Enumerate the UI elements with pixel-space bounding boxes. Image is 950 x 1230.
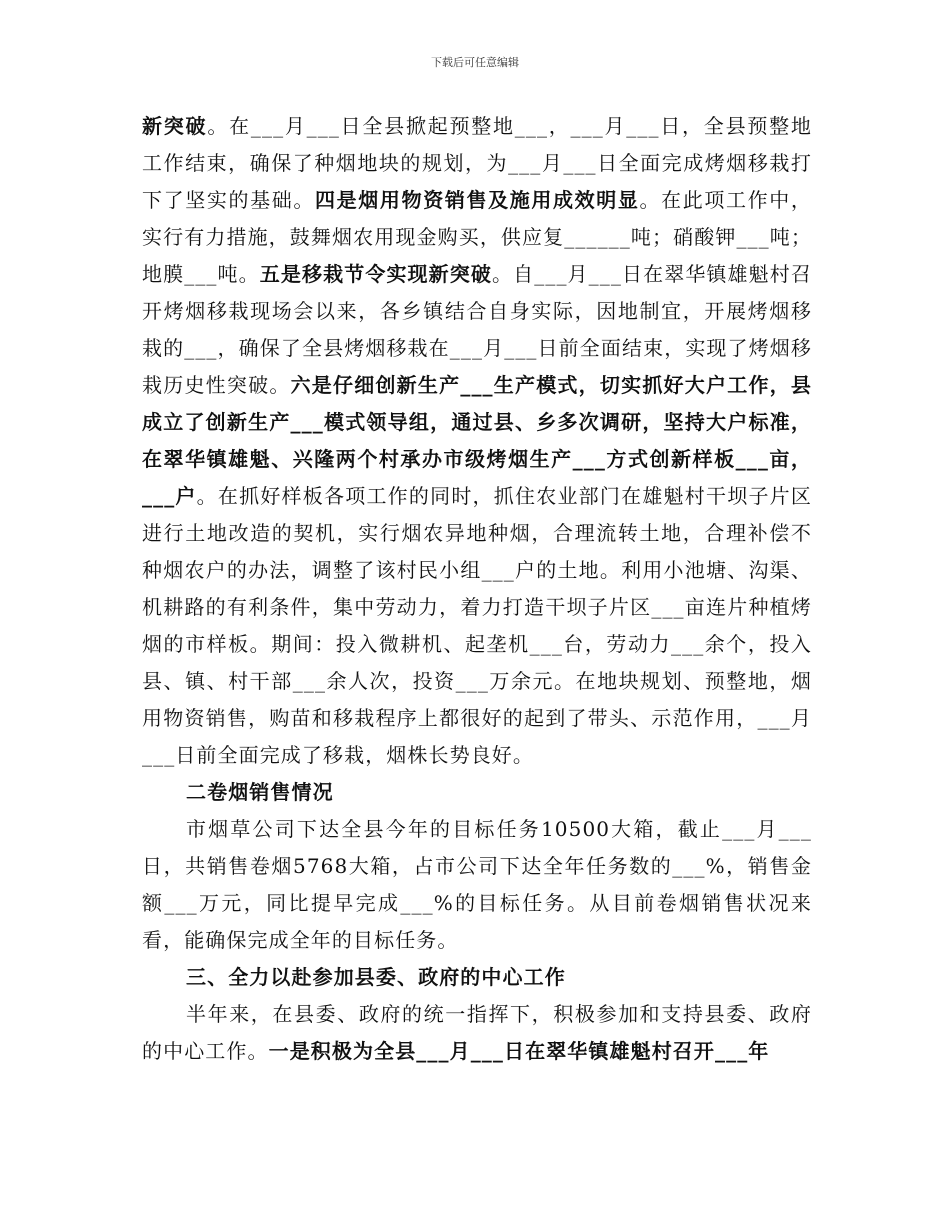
- text-run: 。在抓好样板各项工作的同时，抓住农业部门在雄魁村干坝子片区进行土地改造的契机，实行烟农异地种烟，合理流转土地，合理补偿不种烟农户的办法，调整了该村民小组___户的土地。利用小池塘、沟渠、机耕路的有利条件，集中劳动力，着力打造干坝子片区___亩连片种植烤烟的市样板。期间：投入微耕机、起垄机___台，劳动力___余个，投入县、镇、村干部___余人次，投资___万余元。在地块规划、预整地，烟用物资销售，购苗和移栽程序上都很好的起到了带头、示范作用，___月___日前全面完成了移栽，烟株长势良好。: [142, 484, 812, 767]
- paragraph-3: [142, 996, 812, 1070]
- page-header: 下载后可任意编辑: [431, 56, 519, 69]
- text-run: 半年来，在县委、政府的统一指挥下，积极参加和支持县委、政府的中心工作。: [142, 1002, 812, 1063]
- text-run: 五是移栽节令实现新突破: [259, 262, 493, 286]
- text-run: 。自___月___日在翠华镇雄魁村召开烤烟移栽现场会以来，各乡镇结合自身实际，因地制宜，开展烤烟移栽的___，确保了全县烤烟移栽在___月___日前全面结束，实现了烤烟移栽历史性突破。: [142, 262, 812, 397]
- text-run: 。在此项工作中，实行有力措施，鼓舞烟农用现金购买，供应复______吨；硝酸钾___吨；地膜___吨。: [142, 188, 812, 286]
- text-run: 六是仔细创新生产___生产模式，切实抓好大户工作，县成立了创新生产___模式领导组，通过县、乡多次调研，坚持大户标准，在翠华镇雄魁、兴隆两个村承办市级烤烟生产___方式创新样板___亩，___户: [142, 373, 812, 508]
- paragraph-2: 市烟草公司下达全县今年的目标任务10500大箱，截止___月___日，共销售卷烟5768大箱，占市公司下达全年任务数的___%，销售金额___万元，同比提早完成___%的目标任务。从目前卷烟销售状况来看，能确保完成全年的目标任务。: [142, 817, 812, 952]
- text-run: 新突破: [142, 114, 208, 138]
- section-heading-2: 二卷烟销售情况: [186, 780, 334, 804]
- section-heading-3: 三、全力以赴参加县委、政府的中心工作: [186, 965, 566, 989]
- text-run: 。在___月___日全县掀起预整地___，___月___日，全县预整地工作结束，确保了种烟地块的规划，为___月___日全面完成烤烟移栽打下了坚实的基础。: [142, 114, 812, 212]
- document-body: [142, 108, 812, 1070]
- paragraph-1: [142, 108, 812, 774]
- text-run: 四是烟用物资销售及施用成效明显: [315, 188, 640, 212]
- text-run: 一是积极为全县___月___日在翠华镇雄魁村召开___年: [268, 1039, 770, 1063]
